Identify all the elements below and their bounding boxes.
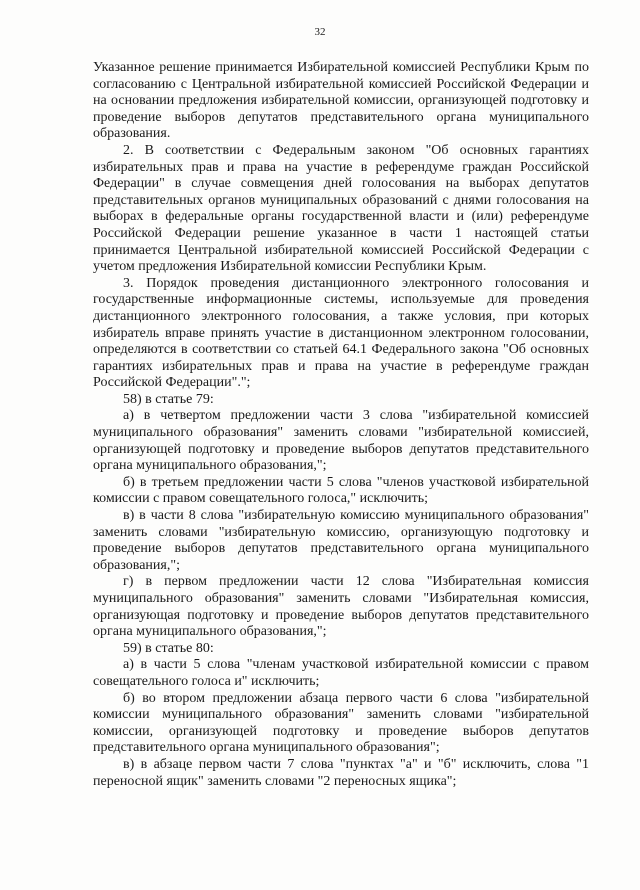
paragraph: в) в абзаце первом части 7 слова "пунктах "а" и "б" исключить, слова "1 переносной ящик" заменить словами "2 переносных ящика"; (93, 756, 589, 789)
paragraph: 2. В соответствии с Федеральным законом "Об основных гарантиях избирательных прав и права на участие в референдуме граждан Российской Федерации" в случае совмещения дней голосования на выборах депутатов представительных органов муниципальных образований с днями голосования на выборах в федеральные органы государственной власти и (или) референдуме Российской Федерации решение указанное в части 1 настоящей статьи принимается Центральной избирательной комиссией Российской Федерации с учетом предложения Избирательной комиссии Республики Крым. (93, 142, 589, 275)
paragraph: а) в четвертом предложении части 3 слова "избирательной комиссией муниципального образования" заменить словами "избирательной комиссией, организующей подготовку и проведение выборов депутатов представительного органа муниципального образования,"; (93, 408, 589, 474)
paragraph: 3. Порядок проведения дистанционного электронного голосования и государственные информационные системы, используемые для проведения дистанционного электронного голосования, а также условия, при которых избиратель вправе принять участие в дистанционном электронном голосовании, определяются в соответствии со статьей 64.1 Федерального закона "Об основных гарантиях избирательных прав и права на участие в референдуме граждан Российской Федерации"."; (93, 275, 589, 391)
paragraph: 59) в статье 80: (123, 640, 214, 656)
body-text (93, 60, 589, 790)
paragraph: б) в третьем предложении части 5 слова "членов участковой избирательной комиссии с правом совещательного голоса," исключить; (93, 474, 589, 507)
paragraph: г) в первом предложении части 12 слова "Избирательная комиссия муниципального образования" заменить словами "Избирательная комиссия, организующая подготовку и проведение выборов депутатов представительного органа муниципального образования,"; (93, 574, 589, 640)
paragraph: 58) в статье 79: (123, 391, 214, 407)
paragraph: Указанное решение принимается Избирательной комиссией Республики Крым по согласованию с Центральной избирательной комиссией Российской Федерации и на основании предложения избирательной комиссии, организующей подготовку и проведение выборов депутатов представительного органа муниципального образования. (93, 60, 589, 142)
paragraph: а) в части 5 слова "членам участковой избирательной комиссии с правом совещательного голоса и" исключить; (93, 657, 589, 689)
paragraph: в) в части 8 слова "избирательную комиссию муниципального образования" заменить словами "избирательную комиссию, организующую подготовку и проведение выборов депутатов представительного органа муниципального образования,"; (93, 508, 589, 573)
page-number: 32 (314, 26, 326, 38)
paragraph: б) во втором предложении абзаца первого части 6 слова "избирательной комиссии муниципального образования" заменить словами "избирательной комиссии, организующей подготовку и проведение выборов депутатов представительного органа муниципального образования"; (93, 690, 589, 756)
